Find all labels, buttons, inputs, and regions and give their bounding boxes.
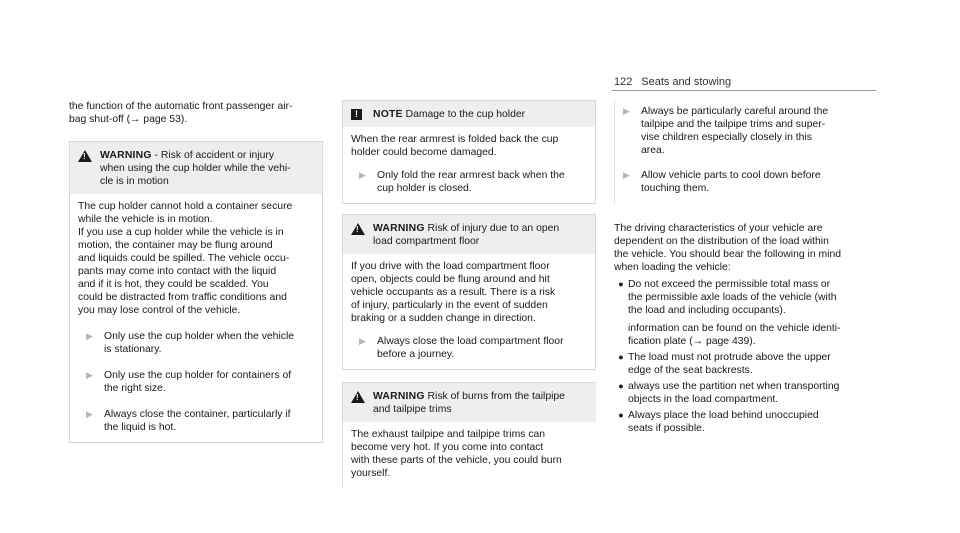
page-number: 122	[614, 76, 633, 88]
warning-triangle-icon	[351, 223, 365, 235]
text-line: become very hot. If you come into contact	[351, 442, 544, 453]
text-line: tailpipe and the tailpipe trims and super-	[641, 119, 826, 130]
text-line: If you use a cup holder while the vehicle is in	[78, 227, 284, 238]
text-line: The load must not protrude above the upper	[628, 352, 831, 363]
text-line: and if it is hot, they could be scalded. You	[78, 279, 269, 290]
text-line: yourself.	[351, 468, 391, 479]
warning-body	[343, 254, 595, 369]
note-box-cup-holder	[342, 100, 596, 204]
step-arrow-icon: ▶	[86, 370, 93, 380]
instruction-step	[615, 105, 876, 157]
text-line: you may lose control of the vehicle.	[78, 305, 241, 316]
warning-title: and tailpipe trims	[373, 404, 452, 415]
page-header	[614, 76, 876, 89]
text-line: Do not exceed the permissible total mass or	[628, 279, 831, 290]
warning-box-load-floor	[342, 214, 596, 370]
text-line: while the vehicle is in motion.	[78, 214, 213, 225]
column-3	[614, 100, 876, 435]
text-line: Only use the cup holder when the vehicle	[104, 331, 295, 342]
warning-body	[343, 422, 596, 488]
text-line: the vehicle. You should bear the following in mind	[614, 249, 842, 260]
text-line: Only fold the rear armrest back when the	[377, 170, 565, 181]
warning-title: load compartment floor	[373, 236, 480, 247]
text-line: motion, the container may be flung around	[78, 240, 273, 251]
text-line: fication plate (→ page 439).	[628, 336, 756, 347]
text-line: could be distracted from traffic conditions and	[78, 292, 287, 303]
text-line: vise children especially closely in this	[641, 132, 812, 143]
note-body	[343, 127, 595, 203]
step-arrow-icon: ▶	[86, 331, 93, 341]
instruction-step	[78, 330, 314, 356]
column-1	[69, 100, 323, 443]
text-line: Always close the load compartment floor	[377, 336, 564, 347]
text-line: Always place the load behind unoccupied	[628, 410, 819, 421]
warning-body	[70, 194, 322, 442]
step-arrow-icon: ▶	[623, 170, 630, 180]
note-exclamation-icon: !	[351, 109, 362, 120]
text-line: when loading the vehicle:	[614, 262, 731, 273]
text-line: Only use the cup holder for containers of	[104, 370, 292, 381]
list-item	[614, 380, 876, 406]
warning-title: Risk of injury due to an open	[427, 223, 560, 234]
text-line: the load and including occupants).	[628, 305, 786, 316]
text-line: seats if possible.	[628, 423, 705, 434]
text-line: The driving characteristics of your vehicle are	[614, 223, 823, 234]
note-title: Damage to the cup holder	[405, 109, 526, 120]
text-line: The cup holder cannot hold a container secure	[78, 201, 293, 212]
step-arrow-icon: ▶	[623, 106, 630, 116]
text-line: If you drive with the load compartment floor	[351, 261, 550, 272]
loading-bullet-list	[614, 278, 876, 435]
warning-header	[343, 215, 595, 254]
text-line: Allow vehicle parts to cool down before	[641, 170, 821, 181]
list-item	[614, 409, 876, 435]
list-item	[614, 351, 876, 377]
warning-header	[70, 142, 322, 194]
text-line: holder could become damaged.	[351, 147, 497, 158]
bullet-icon: ●	[618, 279, 624, 289]
warning-title: cle is in motion	[100, 176, 169, 187]
text-line: objects in the load compartment.	[628, 394, 779, 405]
bullet-icon: ●	[618, 410, 624, 420]
text-line: area.	[641, 145, 665, 156]
warning-label: WARNING	[373, 223, 425, 234]
text-line: dependent on the distribution of the load within	[614, 236, 829, 247]
text-line: touching them.	[641, 183, 710, 194]
text-line: When the rear armrest is folded back the cup	[351, 134, 559, 145]
warning-title: Risk of burns from the tailpipe	[427, 391, 565, 402]
loading-paragraph	[614, 222, 876, 274]
instruction-step	[78, 369, 314, 395]
text-line: The exhaust tailpipe and tailpipe trims can	[351, 429, 546, 440]
text-line: the permissible axle loads of the vehicle (with	[628, 292, 837, 303]
warning-header	[343, 383, 596, 422]
text-line: Always close the container, particularly if	[104, 409, 291, 420]
column-2	[342, 100, 596, 488]
warning-triangle-icon	[351, 391, 365, 403]
note-header	[343, 101, 595, 127]
warning-label: WARNING	[100, 150, 152, 161]
text-line: the function of the automatic front passenger air-	[69, 101, 293, 112]
warning-label: WARNING	[373, 391, 425, 402]
step-arrow-icon: ▶	[359, 336, 366, 346]
text-line: is stationary.	[104, 344, 162, 355]
instruction-step	[351, 335, 587, 361]
text-line: the right size.	[104, 383, 166, 394]
warning-title: when using the cup holder while the vehi-	[100, 163, 291, 174]
text-line: open, objects could be flung around and hit	[351, 274, 550, 285]
warning-box-cup-holder	[69, 141, 323, 443]
text-line: braking or a sudden change in direction.	[351, 313, 536, 324]
text-line: of injury, particularly in the event of sudden	[351, 300, 548, 311]
text-line: the liquid is hot.	[104, 422, 177, 433]
text-line: edge of the seat backrests.	[628, 365, 753, 376]
warning-triangle-icon	[78, 150, 92, 162]
text-line: information can be found on the vehicle identi-	[628, 323, 841, 334]
text-line: vehicle occupants as a result. There is a risk	[351, 287, 556, 298]
text-line: Always be particularly careful around the	[641, 106, 829, 117]
intro-paragraph	[69, 100, 323, 126]
instruction-step	[351, 169, 587, 195]
text-line: pants may come into contact with the liquid	[78, 266, 277, 277]
step-arrow-icon: ▶	[86, 409, 93, 419]
bullet-icon: ●	[618, 381, 624, 391]
text-line: before a journey.	[377, 349, 455, 360]
text-line: always use the partition net when transporting	[628, 381, 840, 392]
header-rule	[612, 90, 876, 91]
warning-box-tailpipe	[342, 382, 596, 488]
step-arrow-icon: ▶	[359, 170, 366, 180]
text-line: and liquids could be spilled. The vehicle occu-	[78, 253, 290, 264]
instruction-step	[615, 169, 876, 195]
text-line: with these parts of the vehicle, you could burn	[351, 455, 562, 466]
note-label: NOTE	[373, 109, 403, 120]
text-line: cup holder is closed.	[377, 183, 472, 194]
warning-title: - Risk of accident or injury	[154, 150, 275, 161]
list-item	[614, 278, 876, 348]
bullet-icon: ●	[618, 352, 624, 362]
instruction-step	[78, 408, 314, 434]
text-line: bag shut-off (→ page 53).	[69, 114, 188, 125]
section-title: Seats and stowing	[641, 76, 732, 88]
warning-continuation	[614, 100, 876, 205]
